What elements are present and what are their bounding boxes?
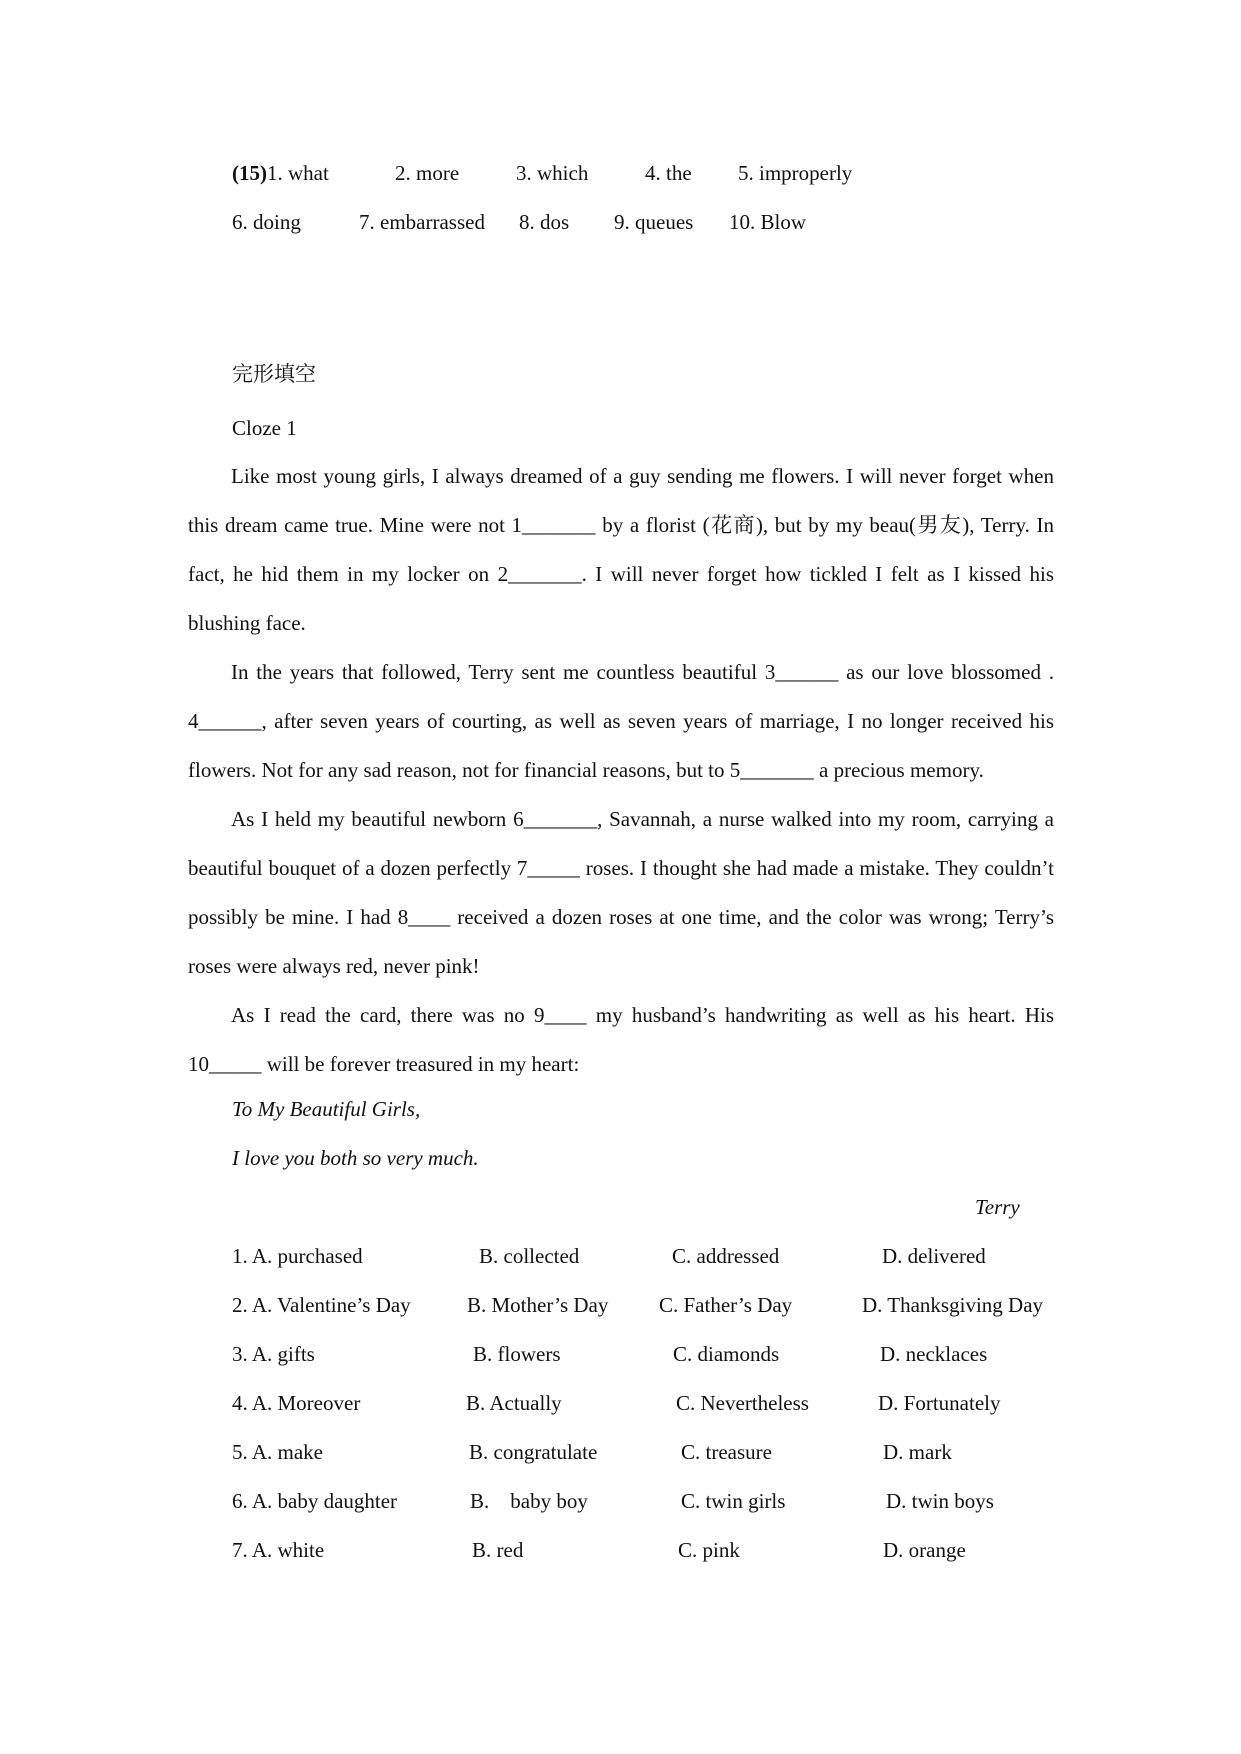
option-a: 4. A. Moreover (232, 1391, 361, 1415)
option-c: C. addressed (672, 1244, 780, 1268)
section-title: 完形填空 (232, 362, 316, 386)
answer-row-1 (232, 158, 932, 188)
option-d: D. twin boys (886, 1489, 994, 1513)
answer-item: 2. more (395, 161, 460, 185)
option-d: D. Fortunately (878, 1391, 1001, 1415)
option-b: B. baby boy (470, 1489, 588, 1513)
card-greeting: To My Beautiful Girls, (232, 1097, 421, 1121)
option-row-2 (232, 1290, 1062, 1320)
option-row-1 (232, 1241, 1062, 1271)
option-a: 5. A. make (232, 1440, 323, 1464)
answer-row-2 (232, 207, 932, 237)
answer-item: 6. doing (232, 210, 301, 234)
answer-item: 7. embarrassed (359, 210, 485, 234)
passage-paragraph-4: As I read the card, there was no 9____ my husband’s handwriting as well as his heart. His 10_____ will be forever treasured in my heart: (188, 1003, 1054, 1076)
option-c: C. Father’s Day (659, 1293, 793, 1317)
option-d: D. delivered (882, 1244, 986, 1268)
option-b: B. red (472, 1538, 524, 1562)
option-d: D. mark (883, 1440, 952, 1464)
option-b: B. congratulate (469, 1440, 598, 1464)
answer-item: 10. Blow (729, 210, 807, 234)
option-row-6 (232, 1486, 1062, 1516)
option-a: 1. A. purchased (232, 1244, 363, 1268)
answer-item: 1. what (267, 161, 329, 185)
option-b: B. Actually (466, 1391, 562, 1415)
option-c: C. treasure (681, 1440, 772, 1464)
passage-paragraph-3: As I held my beautiful newborn 6_______, Savannah, a nurse walked into my room, carrying a beautiful bouquet of a dozen perfectly 7_____ roses. I thought she had made a mistake. They couldn’t possibly be mine. I had 8____ received a dozen roses at one time, and the color was wrong; Terry’s roses were always red, never pink! (188, 807, 1054, 978)
option-a: 7. A. white (232, 1538, 325, 1562)
passage-paragraph-2: In the years that followed, Terry sent me countless beautiful 3______ as our love blossomed . 4______, after seven years of courting, as well as seven years of marriage, I no longer received his flowers. Not for any sad reason, not for financial reasons, but to 5_______ a precious memory. (188, 660, 1054, 782)
option-a: 3. A. gifts (232, 1342, 315, 1366)
option-c: C. pink (678, 1538, 740, 1562)
option-b: B. flowers (473, 1342, 561, 1366)
answer-item: 5. improperly (738, 161, 853, 185)
card-signature: Terry (975, 1195, 1020, 1219)
option-c: C. Nevertheless (676, 1391, 809, 1415)
cloze-passage (188, 452, 1054, 1089)
answer-item: 8. dos (519, 210, 570, 234)
answer-item: 4. the (645, 161, 692, 185)
option-c: C. twin girls (681, 1489, 786, 1513)
option-a: 2. A. Valentine’s Day (232, 1293, 411, 1317)
option-a: 6. A. baby daughter (232, 1489, 398, 1513)
answer-item: 9. queues (614, 210, 694, 234)
option-row-4 (232, 1388, 1062, 1418)
answer-item: 3. which (516, 161, 589, 185)
option-b: B. collected (479, 1244, 580, 1268)
cloze-title: Cloze 1 (232, 416, 297, 440)
option-d: D. Thanksgiving Day (862, 1293, 1044, 1317)
option-c: C. diamonds (673, 1342, 780, 1366)
option-row-7 (232, 1535, 1062, 1565)
card-message: I love you both so very much. (232, 1146, 479, 1170)
option-row-5 (232, 1437, 1062, 1467)
passage-paragraph-1: Like most young girls, I always dreamed of a guy sending me flowers. I will never forget when this dream came true. Mine were not 1_______ by a florist (花商), but by my beau(男友), Terry. In fact, he hid them in my locker on 2_______. I will never forget how tickled I felt as I kissed his blushing face. (188, 464, 1054, 635)
option-d: D. necklaces (880, 1342, 988, 1366)
option-row-3 (232, 1339, 1062, 1369)
option-b: B. Mother’s Day (467, 1293, 609, 1317)
option-d: D. orange (883, 1538, 966, 1562)
answer-label: (15) (232, 161, 267, 185)
